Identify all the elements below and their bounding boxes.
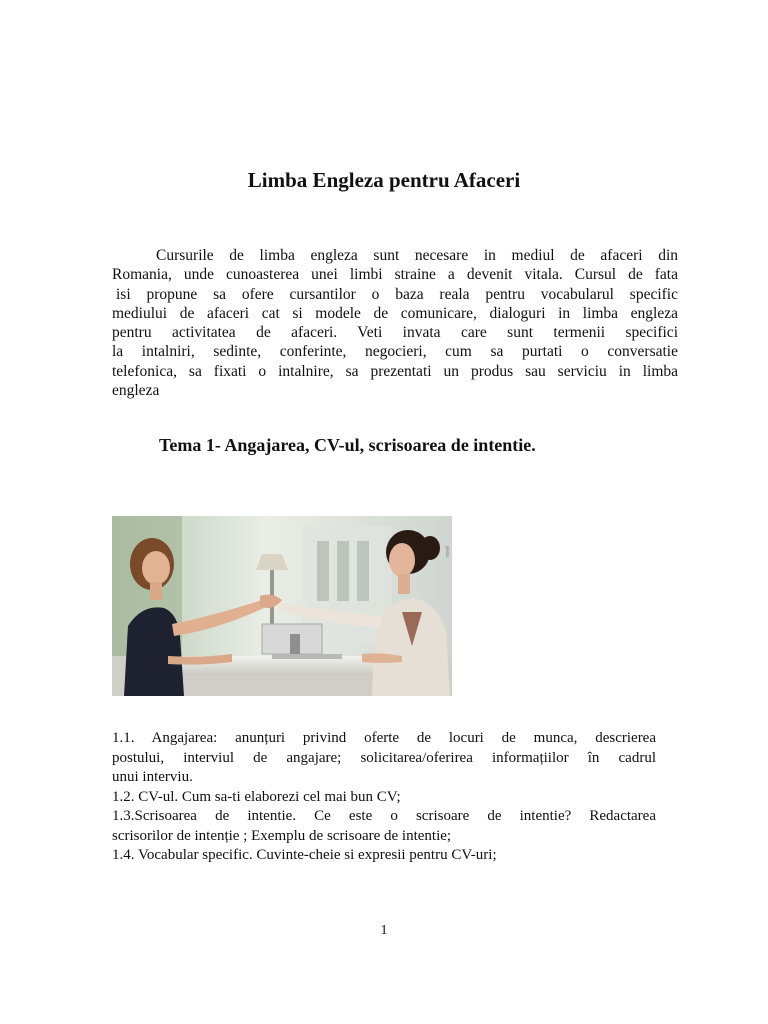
contents-line: 1.1. Angajarea: anunțuri privind oferte de locuri de munca, descrierea (112, 730, 656, 746)
intro-paragraph (112, 246, 678, 400)
contents-line: postului, interviul de angajare; solicitarea/oferirea informațiilor în cadrul (112, 749, 656, 766)
contents-line: 1.4. Vocabular specific. Cuvinte-cheie si expresii pentru CV-uri; (112, 847, 497, 863)
page-title: Limba Engleza pentru Afaceri (247, 168, 521, 192)
contents-line: unui interviu. (112, 769, 193, 785)
contents-line: 1.2. CV-ul. Cum sa-ti elaborezi cel mai bun CV; (112, 788, 401, 805)
handshake-photo (112, 516, 452, 696)
intro-line: engleza (112, 382, 160, 400)
intro-line: la intalniri, sedinte, conferinte, negocieri, cum sa purtati o conversatie (112, 343, 678, 361)
intro-line: Cursurile de limba engleza sunt necesare in mediul de afaceri din (156, 247, 678, 264)
contents-list (112, 729, 656, 866)
svg-text:photo: photo (445, 546, 450, 558)
intro-line: isi propune sa ofere cursantilor o baza reala pentru vocabularul specific (116, 285, 678, 303)
intro-line: mediului de afaceri cat si modele de comunicare, dialoguri in limba engleza (112, 304, 678, 322)
contents-line: scrisorilor de intenție ; Exemplu de scrisoare de intentie; (112, 827, 452, 844)
section-heading: Tema 1- Angajarea, CV-ul, scrisoarea de intentie. (159, 435, 536, 455)
contents-line: 1.3.Scrisoarea de intentie. Ce este o scrisoare de intentie? Redactarea (112, 808, 656, 824)
page-number: 1 (380, 923, 388, 938)
intro-line: telefonica, sa fixati o intalnire, sa prezentati un produs sau serviciu in limba (112, 362, 678, 380)
intro-line: pentru activitatea de afaceri. Veti invata care sunt termenii specifici (112, 324, 678, 342)
intro-line: Romania, unde cunoasterea unei limbi straine a devenit vitala. Cursul de fata (112, 266, 678, 284)
